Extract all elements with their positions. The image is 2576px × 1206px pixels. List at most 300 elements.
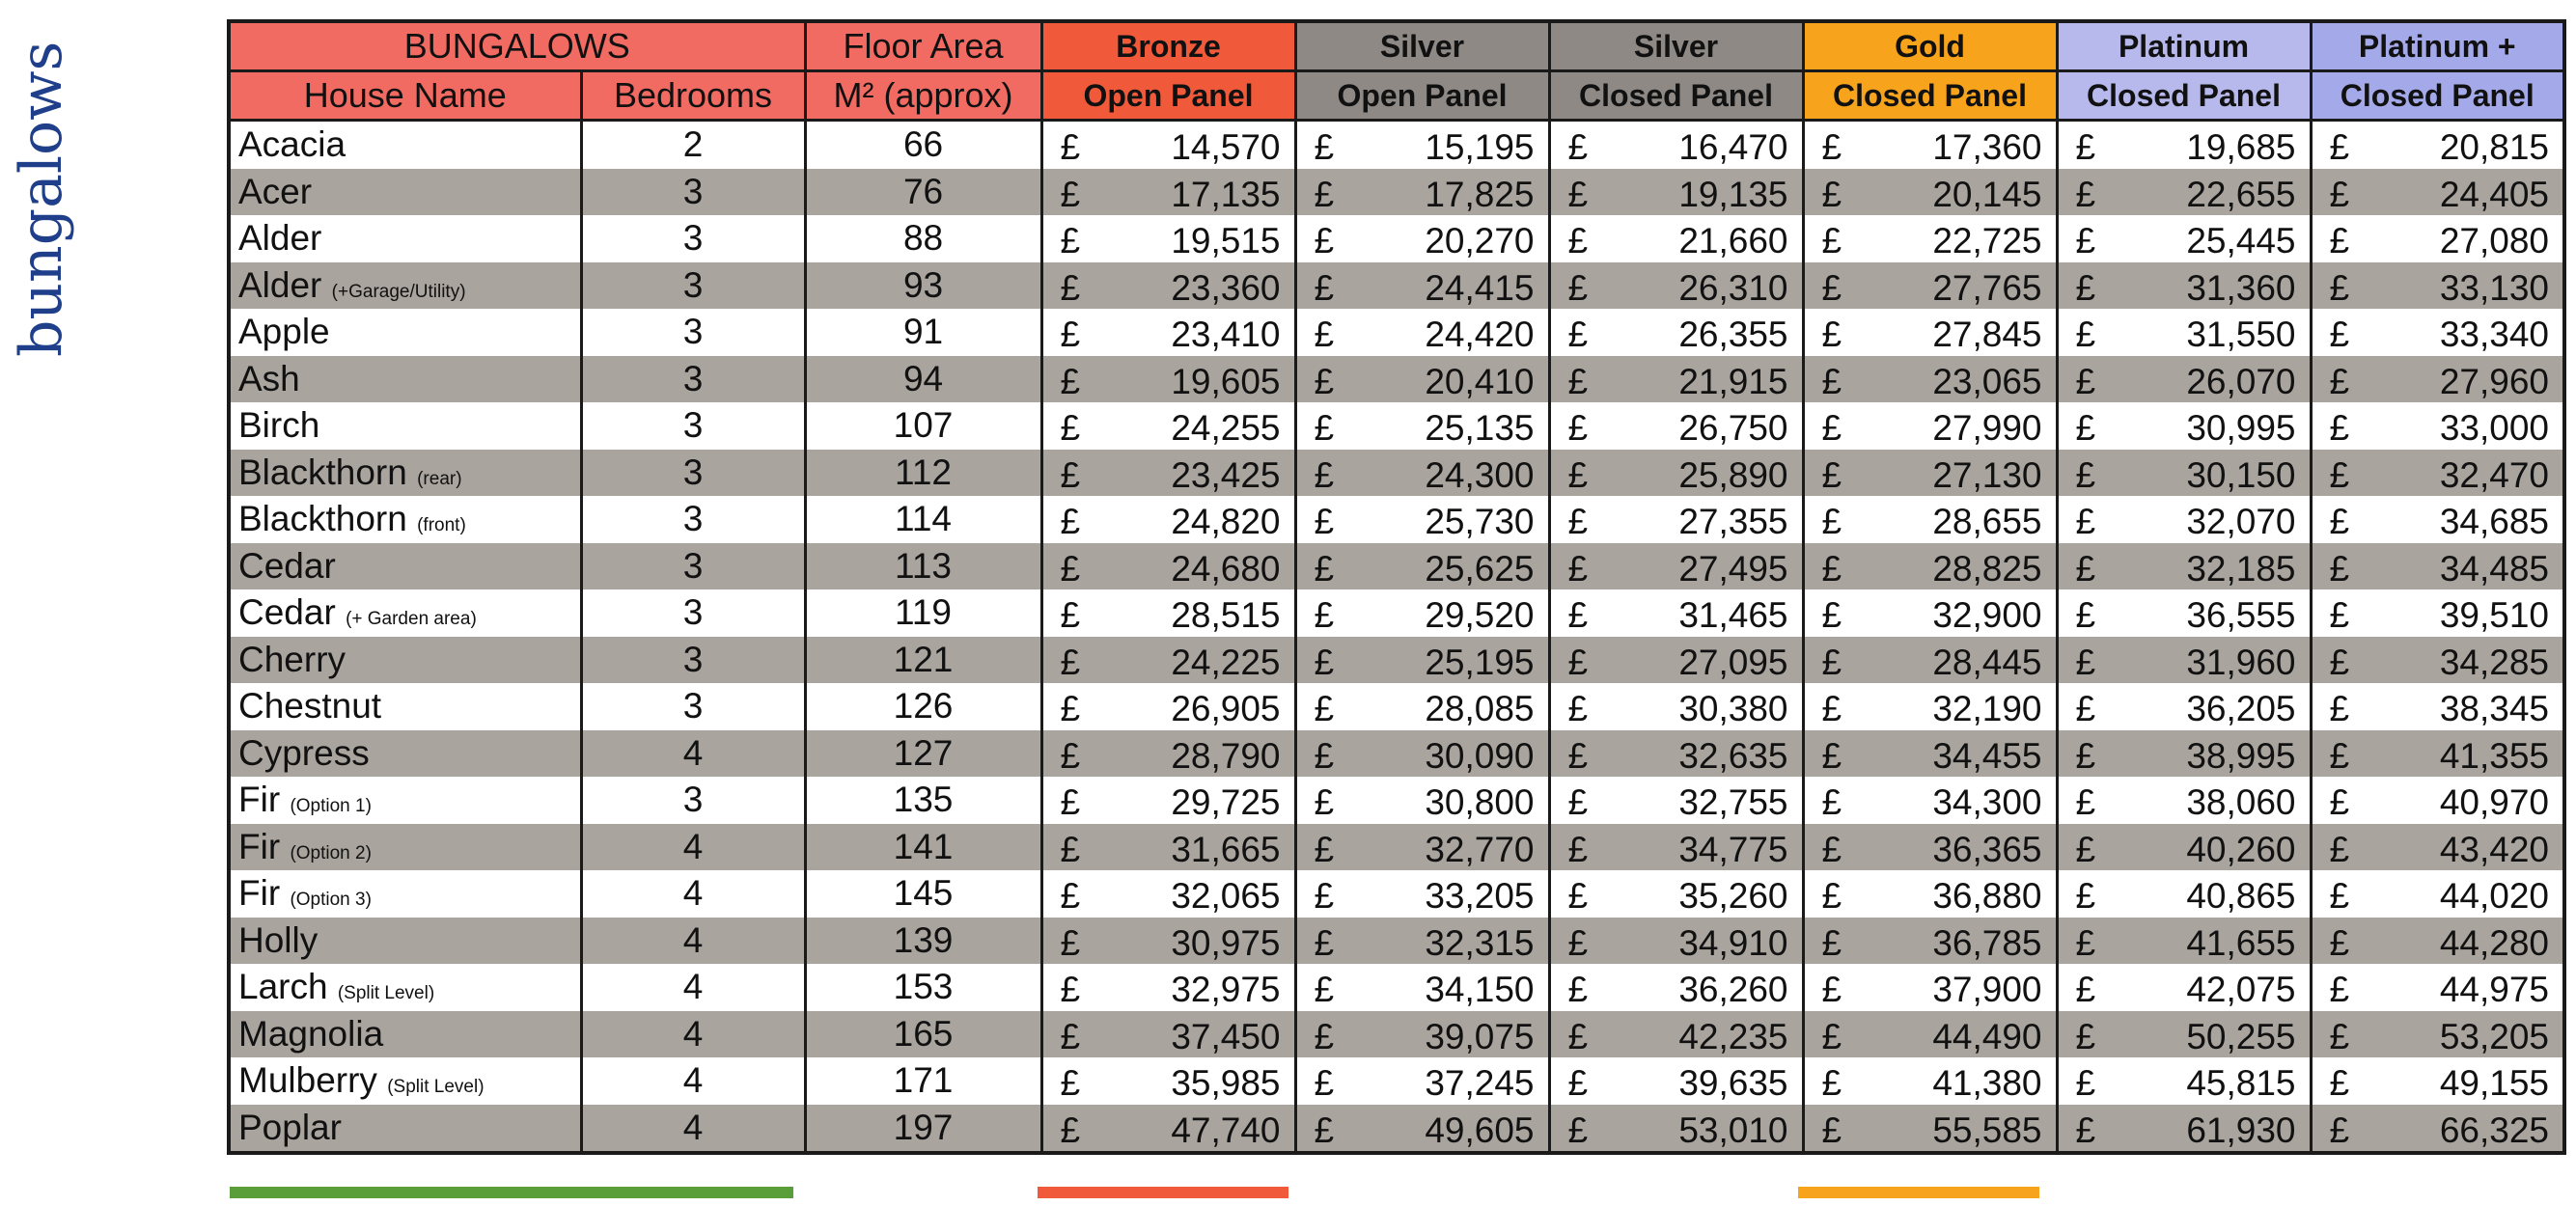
price-cell xyxy=(2311,543,2564,590)
price-value: 19,605 xyxy=(1171,361,1281,401)
price-value: 27,095 xyxy=(1678,642,1788,682)
price-value: 26,750 xyxy=(1678,408,1788,448)
house-name-cell xyxy=(229,1011,581,1058)
bedrooms-cell: 3 xyxy=(581,215,805,262)
currency-symbol: £ xyxy=(1314,221,1335,260)
price-cell xyxy=(1803,215,2057,262)
house-name-suffix: (rear) xyxy=(417,468,462,489)
price-value: 55,585 xyxy=(1932,1110,2042,1150)
price-value: 25,890 xyxy=(1678,454,1788,495)
price-value: 34,910 xyxy=(1678,922,1788,963)
currency-symbol: £ xyxy=(1567,876,1589,916)
price-cell xyxy=(1295,730,1549,778)
price-value: 34,775 xyxy=(1678,829,1788,869)
price-cell xyxy=(1041,169,1295,216)
table-row xyxy=(229,589,2564,637)
price-cell xyxy=(1295,215,1549,262)
table-row xyxy=(229,402,2564,450)
currency-symbol: £ xyxy=(1821,782,1842,822)
bedrooms-cell: 3 xyxy=(581,496,805,543)
currency-symbol: £ xyxy=(2329,922,2350,963)
price-value: 32,975 xyxy=(1171,970,1281,1009)
currency-symbol: £ xyxy=(2329,267,2350,308)
price-value: 30,995 xyxy=(2186,408,2296,448)
price-cell xyxy=(1295,496,1549,543)
table-row xyxy=(229,870,2564,918)
house-name-cell xyxy=(229,496,581,543)
bedrooms-cell: 4 xyxy=(581,918,805,965)
price-value: 28,515 xyxy=(1171,595,1281,635)
price-table xyxy=(227,19,2566,1155)
price-value: 50,255 xyxy=(2186,1016,2296,1056)
house-name: Apple xyxy=(238,312,330,352)
bedrooms-cell: 4 xyxy=(581,1011,805,1058)
price-cell xyxy=(1549,589,1803,637)
floor-area-cell: 76 xyxy=(805,169,1041,216)
table-row xyxy=(229,262,2564,310)
currency-symbol: £ xyxy=(1060,782,1081,822)
currency-symbol: £ xyxy=(2075,315,2096,354)
side-title xyxy=(0,19,87,367)
table-row xyxy=(229,964,2564,1011)
house-name: Cherry xyxy=(238,639,346,679)
price-cell xyxy=(1803,450,2057,497)
floor-area-cell: 141 xyxy=(805,824,1041,871)
price-value: 24,820 xyxy=(1171,502,1281,541)
floor-area-header-bottom: M² (approx) xyxy=(805,71,1041,121)
price-value: 41,380 xyxy=(1932,1063,2042,1103)
price-cell xyxy=(1041,730,1295,778)
price-value: 37,900 xyxy=(1932,970,2042,1009)
price-value: 38,995 xyxy=(2186,735,2296,776)
price-value: 34,485 xyxy=(2439,548,2550,589)
side-title-text: bungalows xyxy=(8,41,75,357)
price-cell xyxy=(1803,683,2057,730)
price-value: 36,555 xyxy=(2186,595,2296,635)
price-value: 26,355 xyxy=(1678,315,1788,354)
currency-symbol: £ xyxy=(1821,922,1842,963)
currency-symbol: £ xyxy=(1314,642,1335,682)
price-value: 24,300 xyxy=(1425,454,1535,495)
floor-area-cell: 88 xyxy=(805,215,1041,262)
price-cell xyxy=(2311,169,2564,216)
bedrooms-cell: 3 xyxy=(581,402,805,450)
price-value: 49,605 xyxy=(1425,1110,1535,1150)
currency-symbol: £ xyxy=(2075,642,2096,682)
price-value: 37,245 xyxy=(1425,1063,1535,1103)
bedrooms-cell: 4 xyxy=(581,730,805,778)
currency-symbol: £ xyxy=(2075,174,2096,214)
price-cell xyxy=(1295,589,1549,637)
floor-area-cell: 171 xyxy=(805,1057,1041,1105)
price-value: 47,740 xyxy=(1171,1110,1281,1150)
price-cell xyxy=(1041,918,1295,965)
price-value: 20,815 xyxy=(2439,127,2550,167)
house-name-suffix: (Option 1) xyxy=(290,796,372,817)
price-value: 49,155 xyxy=(2439,1063,2550,1103)
currency-symbol: £ xyxy=(1314,408,1335,448)
price-value: 20,270 xyxy=(1425,221,1535,260)
house-name: Larch xyxy=(238,967,328,1007)
tier-platinum-bottom: Closed Panel xyxy=(2057,71,2311,121)
price-cell xyxy=(1803,824,2057,871)
currency-symbol: £ xyxy=(1821,1110,1842,1150)
currency-symbol: £ xyxy=(1314,595,1335,635)
price-cell xyxy=(1803,356,2057,403)
price-value: 36,365 xyxy=(1932,829,2042,869)
price-cell xyxy=(2311,637,2564,684)
price-value: 23,410 xyxy=(1171,315,1281,354)
price-cell xyxy=(1549,637,1803,684)
table-row xyxy=(229,356,2564,403)
currency-symbol: £ xyxy=(2329,502,2350,541)
price-cell xyxy=(1549,402,1803,450)
price-cell xyxy=(1803,169,2057,216)
tier-silver-open-top: Silver xyxy=(1295,21,1549,71)
currency-symbol: £ xyxy=(1314,1110,1335,1150)
price-cell xyxy=(1295,121,1549,169)
price-cell xyxy=(2311,824,2564,871)
house-name: Fir xyxy=(238,873,281,914)
bedrooms-cell: 3 xyxy=(581,356,805,403)
floor-area-cell: 94 xyxy=(805,356,1041,403)
price-value: 66,325 xyxy=(2439,1110,2550,1150)
currency-symbol: £ xyxy=(1314,174,1335,214)
table-row xyxy=(229,637,2564,684)
price-value: 40,865 xyxy=(2186,876,2296,916)
currency-symbol: £ xyxy=(2075,267,2096,308)
house-name-suffix: (+Garage/Utility) xyxy=(331,281,466,302)
house-name-cell xyxy=(229,777,581,824)
tier-bronze-bottom: Open Panel xyxy=(1041,71,1295,121)
price-value: 21,660 xyxy=(1678,221,1788,260)
price-cell xyxy=(2311,215,2564,262)
house-name-suffix: (+ Garden area) xyxy=(346,609,477,630)
price-cell xyxy=(1803,402,2057,450)
currency-symbol: £ xyxy=(1821,689,1842,728)
tier-gold-bottom: Closed Panel xyxy=(1803,71,2057,121)
house-name: Poplar xyxy=(238,1107,342,1147)
bedrooms-cell: 2 xyxy=(581,121,805,169)
currency-symbol: £ xyxy=(1567,1110,1589,1150)
price-cell xyxy=(1549,309,1803,356)
bedrooms-cell: 3 xyxy=(581,637,805,684)
table-body xyxy=(229,121,2564,1154)
price-value: 53,010 xyxy=(1678,1110,1788,1150)
price-value: 32,070 xyxy=(2186,502,2296,541)
currency-symbol: £ xyxy=(2329,1063,2350,1103)
price-cell xyxy=(1295,1011,1549,1058)
currency-symbol: £ xyxy=(1821,1016,1842,1056)
house-name: Cedar xyxy=(238,545,336,586)
price-value: 25,625 xyxy=(1425,548,1535,589)
house-name-suffix: (Split Level) xyxy=(337,983,435,1004)
price-cell xyxy=(2057,121,2311,169)
house-name-cell xyxy=(229,589,581,637)
price-cell xyxy=(2057,683,2311,730)
price-cell xyxy=(1295,824,1549,871)
house-name-cell xyxy=(229,824,581,871)
price-cell xyxy=(2057,730,2311,778)
bedrooms-cell: 4 xyxy=(581,964,805,1011)
currency-symbol: £ xyxy=(1567,642,1589,682)
floor-area-cell: 93 xyxy=(805,262,1041,310)
price-value: 22,725 xyxy=(1932,221,2042,260)
price-cell xyxy=(1041,870,1295,918)
price-cell xyxy=(1549,496,1803,543)
price-cell xyxy=(1803,637,2057,684)
currency-symbol: £ xyxy=(1314,315,1335,354)
price-value: 33,000 xyxy=(2439,408,2550,448)
floor-area-cell: 113 xyxy=(805,543,1041,590)
currency-symbol: £ xyxy=(1821,408,1842,448)
house-name-cell xyxy=(229,683,581,730)
price-cell xyxy=(1041,777,1295,824)
price-cell xyxy=(1549,824,1803,871)
price-value: 30,800 xyxy=(1425,782,1535,822)
currency-symbol: £ xyxy=(1060,1110,1081,1150)
price-cell xyxy=(1041,121,1295,169)
price-cell xyxy=(1803,1105,2057,1154)
currency-symbol: £ xyxy=(1314,1063,1335,1103)
tier-silver-open-bottom: Open Panel xyxy=(1295,71,1549,121)
bedrooms-cell: 3 xyxy=(581,169,805,216)
bedrooms-cell: 3 xyxy=(581,683,805,730)
price-value: 33,130 xyxy=(2439,267,2550,308)
price-cell xyxy=(2057,309,2311,356)
price-cell xyxy=(1549,870,1803,918)
currency-symbol: £ xyxy=(1314,361,1335,401)
house-name-suffix: (Split Level) xyxy=(387,1077,485,1098)
currency-symbol: £ xyxy=(1060,408,1081,448)
currency-symbol: £ xyxy=(1060,502,1081,541)
price-cell xyxy=(2057,450,2311,497)
currency-symbol: £ xyxy=(1060,127,1081,167)
price-value: 26,905 xyxy=(1171,689,1281,728)
house-name: Ash xyxy=(238,358,300,398)
price-cell xyxy=(2311,262,2564,310)
price-value: 32,065 xyxy=(1171,876,1281,916)
house-name-cell xyxy=(229,402,581,450)
footer-strip-gold xyxy=(1798,1187,2039,1198)
table-row xyxy=(229,918,2564,965)
table-row xyxy=(229,543,2564,590)
price-value: 17,135 xyxy=(1171,174,1281,214)
currency-symbol: £ xyxy=(2075,922,2096,963)
price-cell xyxy=(1549,1105,1803,1154)
tier-bronze-top: Bronze xyxy=(1041,21,1295,71)
table-row xyxy=(229,1011,2564,1058)
price-cell xyxy=(1803,1057,2057,1105)
currency-symbol: £ xyxy=(1314,502,1335,541)
price-cell xyxy=(1041,964,1295,1011)
bedrooms-cell: 3 xyxy=(581,777,805,824)
price-cell xyxy=(1041,402,1295,450)
house-name: Acer xyxy=(238,171,313,211)
currency-symbol: £ xyxy=(2329,735,2350,776)
price-value: 24,405 xyxy=(2439,174,2550,214)
currency-symbol: £ xyxy=(2329,1110,2350,1150)
floor-area-cell: 135 xyxy=(805,777,1041,824)
price-value: 32,315 xyxy=(1425,922,1535,963)
price-cell xyxy=(2057,824,2311,871)
price-cell xyxy=(1041,496,1295,543)
price-cell xyxy=(1549,262,1803,310)
currency-symbol: £ xyxy=(1821,735,1842,776)
price-value: 31,960 xyxy=(2186,642,2296,682)
price-cell xyxy=(1295,262,1549,310)
currency-symbol: £ xyxy=(2075,689,2096,728)
floor-area-cell: 91 xyxy=(805,309,1041,356)
price-cell xyxy=(2311,309,2564,356)
currency-symbol: £ xyxy=(1314,454,1335,495)
house-name-suffix: (front) xyxy=(417,515,466,536)
floor-area-cell: 197 xyxy=(805,1105,1041,1154)
currency-symbol: £ xyxy=(1060,689,1081,728)
currency-symbol: £ xyxy=(1060,922,1081,963)
floor-area-cell: 107 xyxy=(805,402,1041,450)
price-value: 14,570 xyxy=(1171,127,1281,167)
currency-symbol: £ xyxy=(2329,408,2350,448)
currency-symbol: £ xyxy=(2329,689,2350,728)
currency-symbol: £ xyxy=(1821,502,1842,541)
price-value: 16,470 xyxy=(1678,127,1788,167)
price-value: 38,345 xyxy=(2439,689,2550,728)
floor-area-cell: 112 xyxy=(805,450,1041,497)
price-value: 32,755 xyxy=(1678,782,1788,822)
price-value: 27,130 xyxy=(1932,454,2042,495)
floor-area-cell: 126 xyxy=(805,683,1041,730)
currency-symbol: £ xyxy=(1314,548,1335,589)
currency-symbol: £ xyxy=(2329,127,2350,167)
house-name-cell xyxy=(229,730,581,778)
price-value: 44,280 xyxy=(2439,922,2550,963)
currency-symbol: £ xyxy=(1821,548,1842,589)
house-name-cell xyxy=(229,169,581,216)
price-cell xyxy=(1803,964,2057,1011)
price-cell xyxy=(2311,1011,2564,1058)
price-cell xyxy=(1549,1057,1803,1105)
floor-area-cell: 139 xyxy=(805,918,1041,965)
floor-area-cell: 119 xyxy=(805,589,1041,637)
price-value: 24,680 xyxy=(1171,548,1281,589)
price-value: 17,360 xyxy=(1932,127,2042,167)
price-cell xyxy=(2311,450,2564,497)
house-name-cell xyxy=(229,262,581,310)
price-cell xyxy=(2311,356,2564,403)
price-cell xyxy=(1295,309,1549,356)
currency-symbol: £ xyxy=(2329,221,2350,260)
currency-symbol: £ xyxy=(1567,174,1589,214)
floor-area-cell: 114 xyxy=(805,496,1041,543)
price-value: 40,260 xyxy=(2186,829,2296,869)
currency-symbol: £ xyxy=(1821,642,1842,682)
price-value: 19,135 xyxy=(1678,174,1788,214)
price-cell xyxy=(1295,450,1549,497)
currency-symbol: £ xyxy=(2329,970,2350,1009)
price-cell xyxy=(1295,543,1549,590)
price-cell xyxy=(2311,683,2564,730)
price-cell xyxy=(2057,964,2311,1011)
price-cell xyxy=(1549,683,1803,730)
price-value: 39,075 xyxy=(1425,1016,1535,1056)
price-cell xyxy=(1041,543,1295,590)
price-cell xyxy=(1549,121,1803,169)
price-value: 23,360 xyxy=(1171,267,1281,308)
price-value: 32,770 xyxy=(1425,829,1535,869)
price-cell xyxy=(1041,683,1295,730)
price-value: 20,145 xyxy=(1932,174,2042,214)
price-value: 34,285 xyxy=(2439,642,2550,682)
price-value: 36,205 xyxy=(2186,689,2296,728)
currency-symbol: £ xyxy=(2075,735,2096,776)
price-value: 27,990 xyxy=(1932,408,2042,448)
price-cell xyxy=(2057,402,2311,450)
price-value: 17,825 xyxy=(1425,174,1535,214)
price-cell xyxy=(1803,918,2057,965)
bedrooms-cell: 3 xyxy=(581,543,805,590)
price-value: 36,785 xyxy=(1932,922,2042,963)
price-cell xyxy=(1295,402,1549,450)
price-value: 36,880 xyxy=(1932,876,2042,916)
currency-symbol: £ xyxy=(1060,174,1081,214)
price-value: 26,310 xyxy=(1678,267,1788,308)
house-name-header: House Name xyxy=(229,71,581,121)
price-cell xyxy=(1549,918,1803,965)
bedrooms-cell: 4 xyxy=(581,1105,805,1154)
price-value: 40,970 xyxy=(2439,782,2550,822)
house-name: Alder xyxy=(238,264,322,305)
price-cell xyxy=(2057,543,2311,590)
price-cell xyxy=(1549,450,1803,497)
price-value: 27,960 xyxy=(2439,361,2550,401)
price-value: 19,685 xyxy=(2186,127,2296,167)
house-name-cell xyxy=(229,870,581,918)
currency-symbol: £ xyxy=(1567,408,1589,448)
house-name: Blackthorn xyxy=(238,452,407,492)
currency-symbol: £ xyxy=(2075,502,2096,541)
price-value: 27,355 xyxy=(1678,502,1788,541)
currency-symbol: £ xyxy=(1567,502,1589,541)
table-row xyxy=(229,309,2564,356)
currency-symbol: £ xyxy=(2075,361,2096,401)
currency-symbol: £ xyxy=(2329,548,2350,589)
price-cell xyxy=(2311,964,2564,1011)
house-name: Holly xyxy=(238,919,319,960)
price-value: 21,915 xyxy=(1678,361,1788,401)
currency-symbol: £ xyxy=(1567,970,1589,1009)
price-cell xyxy=(1803,730,2057,778)
price-cell xyxy=(1295,777,1549,824)
price-value: 31,465 xyxy=(1678,595,1788,635)
bedrooms-cell: 3 xyxy=(581,309,805,356)
currency-symbol: £ xyxy=(1821,829,1842,869)
price-value: 39,510 xyxy=(2439,595,2550,635)
price-cell xyxy=(1295,637,1549,684)
currency-symbol: £ xyxy=(2329,595,2350,635)
price-value: 30,975 xyxy=(1171,922,1281,963)
price-value: 24,420 xyxy=(1425,315,1535,354)
price-value: 20,410 xyxy=(1425,361,1535,401)
currency-symbol: £ xyxy=(1060,642,1081,682)
house-name-cell xyxy=(229,450,581,497)
price-value: 44,975 xyxy=(2439,970,2550,1009)
price-cell xyxy=(2057,1011,2311,1058)
price-value: 27,495 xyxy=(1678,548,1788,589)
house-name: Mulberry xyxy=(238,1060,377,1101)
price-value: 28,445 xyxy=(1932,642,2042,682)
currency-symbol: £ xyxy=(1060,361,1081,401)
